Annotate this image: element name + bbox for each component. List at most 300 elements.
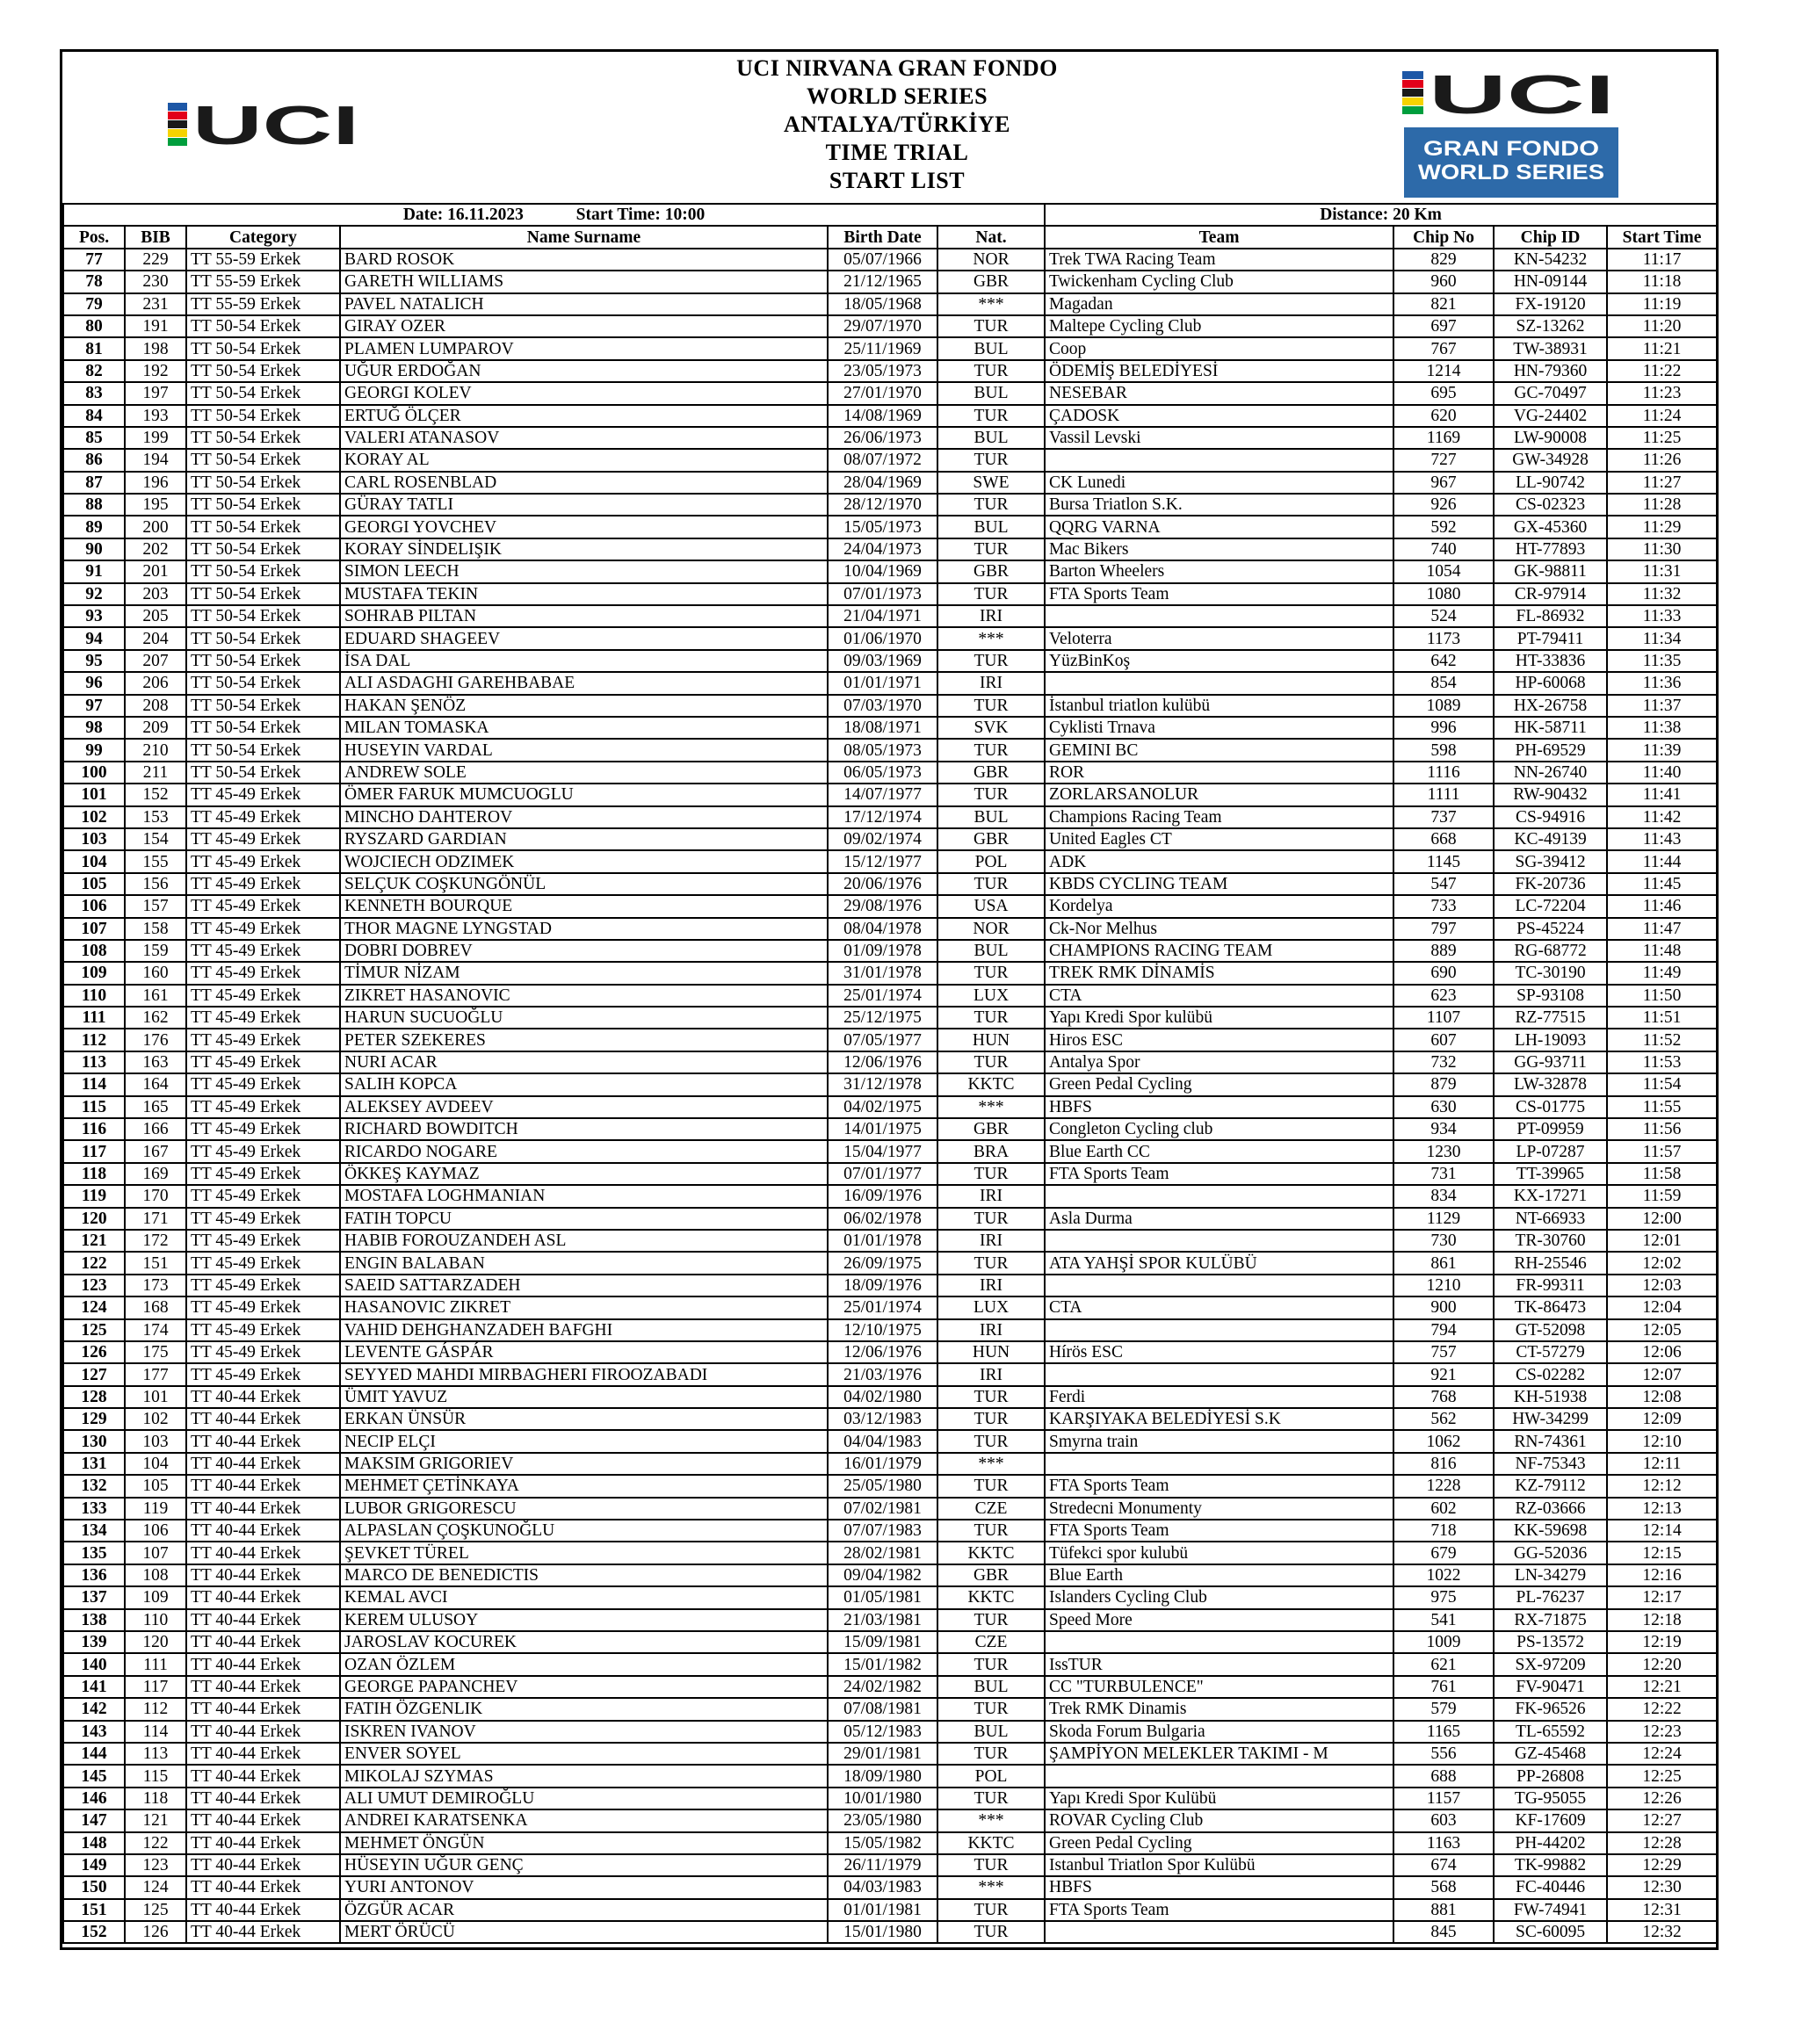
cell-nat: GBR (937, 271, 1045, 293)
cell-name: GEORGI YOVCHEV (340, 516, 828, 538)
cell-pos: 96 (63, 672, 125, 694)
cell-chip-no: 731 (1393, 1163, 1494, 1185)
cell-chip-no: 829 (1393, 249, 1494, 271)
cell-pos: 126 (63, 1341, 125, 1363)
cell-name: ÖZGÜR ACAR (340, 1899, 828, 1921)
cell-start-time: 11:25 (1607, 427, 1717, 449)
cell-birth-date: 26/06/1973 (828, 427, 937, 449)
table-row (63, 1809, 1717, 1831)
cell-birth-date: 01/05/1981 (828, 1586, 937, 1608)
cell-pos: 100 (63, 762, 125, 784)
cell-birth-date: 07/01/1973 (828, 583, 937, 605)
cell-birth-date: 07/08/1981 (828, 1698, 937, 1720)
cell-pos: 130 (63, 1430, 125, 1452)
cell-birth-date: 08/05/1973 (828, 739, 937, 761)
col-header-team: Team (1045, 226, 1393, 248)
cell-nat: LUX (937, 985, 1045, 1007)
cell-name: WOJCIECH ODZIMEK (340, 850, 828, 872)
cell-chip-id: TW-38931 (1494, 337, 1607, 359)
cell-category: TT 45-49 Erkek (186, 850, 340, 872)
cell-start-time: 11:30 (1607, 538, 1717, 560)
cell-chip-no: 996 (1393, 717, 1494, 739)
cell-chip-no: 1129 (1393, 1208, 1494, 1230)
start-list-sheet (60, 49, 1719, 1950)
cell-bib: 111 (125, 1653, 186, 1675)
table-row (63, 1698, 1717, 1720)
table-row (63, 583, 1717, 605)
cell-start-time: 12:26 (1607, 1788, 1717, 1809)
cell-bib: 154 (125, 828, 186, 850)
cell-chip-no: 816 (1393, 1453, 1494, 1475)
cell-chip-no: 592 (1393, 516, 1494, 538)
cell-name: NECIP ELÇI (340, 1430, 828, 1452)
cell-chip-id: FX-19120 (1494, 293, 1607, 315)
cell-bib: 122 (125, 1832, 186, 1854)
cell-category: TT 45-49 Erkek (186, 1163, 340, 1185)
cell-nat: *** (937, 293, 1045, 315)
cell-name: CARL ROSENBLAD (340, 472, 828, 494)
cell-team: CTA (1045, 985, 1393, 1007)
cell-nat: TUR (937, 695, 1045, 717)
cell-nat: TUR (937, 1520, 1045, 1542)
cell-chip-id: PH-69529 (1494, 739, 1607, 761)
cell-birth-date: 21/03/1976 (828, 1363, 937, 1385)
cell-nat: BUL (937, 337, 1045, 359)
cell-bib: 120 (125, 1631, 186, 1653)
cell-start-time: 11:36 (1607, 672, 1717, 694)
cell-nat: BUL (937, 427, 1045, 449)
cell-bib: 192 (125, 360, 186, 382)
cell-birth-date: 15/01/1980 (828, 1921, 937, 1943)
cell-team: NESEBAR (1045, 382, 1393, 404)
cell-bib: 201 (125, 560, 186, 582)
cell-bib: 165 (125, 1096, 186, 1118)
table-row (63, 1363, 1717, 1385)
cell-bib: 191 (125, 315, 186, 337)
cell-name: ERKAN ÜNSÜR (340, 1408, 828, 1430)
cell-start-time: 11:53 (1607, 1051, 1717, 1073)
cell-birth-date: 07/01/1977 (828, 1163, 937, 1185)
cell-pos: 89 (63, 516, 125, 538)
cell-team: Antalya Spor (1045, 1051, 1393, 1073)
table-row (63, 1788, 1717, 1809)
cell-start-time: 11:35 (1607, 650, 1717, 672)
cell-birth-date: 25/01/1974 (828, 985, 937, 1007)
race-distance: Distance: 20 Km (1045, 204, 1717, 226)
cell-team: ŞAMPİYON MELEKLER TAKIMI - M (1045, 1743, 1393, 1765)
cell-birth-date: 21/12/1965 (828, 271, 937, 293)
table-row (63, 717, 1717, 739)
cell-birth-date: 29/08/1976 (828, 895, 937, 917)
cell-bib: 152 (125, 784, 186, 805)
cell-name: ÜMIT YAVUZ (340, 1386, 828, 1408)
cell-birth-date: 23/05/1980 (828, 1809, 937, 1831)
cell-pos: 135 (63, 1542, 125, 1564)
cell-category: TT 50-54 Erkek (186, 605, 340, 627)
cell-category: TT 50-54 Erkek (186, 382, 340, 404)
cell-category: TT 45-49 Erkek (186, 985, 340, 1007)
cell-bib: 209 (125, 717, 186, 739)
cell-chip-no: 607 (1393, 1029, 1494, 1051)
table-row (63, 1721, 1717, 1743)
cell-bib: 173 (125, 1275, 186, 1296)
cell-bib: 112 (125, 1698, 186, 1720)
cell-bib: 172 (125, 1230, 186, 1252)
col-header-category: Category (186, 226, 340, 248)
cell-team: GEMINI BC (1045, 739, 1393, 761)
table-row (63, 1096, 1717, 1118)
cell-team: ROVAR Cycling Club (1045, 1809, 1393, 1831)
cell-pos: 112 (63, 1029, 125, 1051)
title-line-4: TIME TRIAL (825, 140, 969, 165)
cell-bib: 168 (125, 1296, 186, 1318)
cell-pos: 124 (63, 1296, 125, 1318)
cell-nat: KKTC (937, 1073, 1045, 1095)
cell-start-time: 12:07 (1607, 1363, 1717, 1385)
cell-chip-no: 603 (1393, 1809, 1494, 1831)
cell-chip-no: 1080 (1393, 583, 1494, 605)
cell-name: KENNETH BOURQUE (340, 895, 828, 917)
cell-chip-no: 967 (1393, 472, 1494, 494)
cell-category: TT 50-54 Erkek (186, 449, 340, 471)
table-row (63, 1653, 1717, 1675)
table-row (63, 1319, 1717, 1341)
col-header-birth-date: Birth Date (828, 226, 937, 248)
cell-pos: 95 (63, 650, 125, 672)
cell-nat: NOR (937, 918, 1045, 940)
cell-category: TT 50-54 Erkek (186, 762, 340, 784)
cell-bib: 195 (125, 494, 186, 516)
cell-chip-id: CT-57279 (1494, 1341, 1607, 1363)
cell-nat: CZE (937, 1498, 1045, 1520)
cell-nat: TUR (937, 784, 1045, 805)
cell-bib: 107 (125, 1542, 186, 1564)
cell-birth-date: 15/09/1981 (828, 1631, 937, 1653)
cell-name: MEHMET ÇETİNKAYA (340, 1475, 828, 1497)
cell-team: İstanbul triatlon kulübü (1045, 695, 1393, 717)
cell-bib: 199 (125, 427, 186, 449)
cell-start-time: 12:04 (1607, 1296, 1717, 1318)
cell-name: DOBRI DOBREV (340, 940, 828, 962)
cell-pos: 117 (63, 1140, 125, 1162)
cell-category: TT 40-44 Erkek (186, 1788, 340, 1809)
col-header-pos: Pos. (63, 226, 125, 248)
cell-team: Maltepe Cycling Club (1045, 315, 1393, 337)
cell-category: TT 50-54 Erkek (186, 672, 340, 694)
table-row (63, 1854, 1717, 1876)
table-row (63, 1899, 1717, 1921)
cell-team: QQRG VARNA (1045, 516, 1393, 538)
cell-chip-id: GC-70497 (1494, 382, 1607, 404)
table-row (63, 1140, 1717, 1162)
cell-team (1045, 1230, 1393, 1252)
cell-chip-no: 602 (1393, 1498, 1494, 1520)
cell-team: Green Pedal Cycling (1045, 1073, 1393, 1095)
cell-category: TT 40-44 Erkek (186, 1408, 340, 1430)
cell-bib: 124 (125, 1876, 186, 1898)
cell-start-time: 11:31 (1607, 560, 1717, 582)
document-header (62, 52, 1716, 205)
cell-category: TT 45-49 Erkek (186, 1208, 340, 1230)
cell-nat: BRA (937, 1140, 1045, 1162)
cell-start-time: 11:21 (1607, 337, 1717, 359)
cell-name: PETER SZEKERES (340, 1029, 828, 1051)
table-row (63, 1185, 1717, 1207)
cell-pos: 121 (63, 1230, 125, 1252)
cell-chip-no: 547 (1393, 873, 1494, 895)
col-header-bib: BIB (125, 226, 186, 248)
cell-category: TT 40-44 Erkek (186, 1542, 340, 1564)
cell-start-time: 12:21 (1607, 1676, 1717, 1698)
cell-birth-date: 25/11/1969 (828, 337, 937, 359)
cell-chip-id: FW-74941 (1494, 1899, 1607, 1921)
cell-team (1045, 1185, 1393, 1207)
cell-start-time: 11:50 (1607, 985, 1717, 1007)
cell-name: ZIKRET HASANOVIC (340, 985, 828, 1007)
table-row (63, 762, 1717, 784)
cell-pos: 91 (63, 560, 125, 582)
cell-birth-date: 18/08/1971 (828, 717, 937, 739)
cell-chip-no: 733 (1393, 895, 1494, 917)
cell-bib: 157 (125, 895, 186, 917)
cell-start-time: 11:37 (1607, 695, 1717, 717)
cell-team: Ferdi (1045, 1386, 1393, 1408)
cell-birth-date: 25/01/1974 (828, 1296, 937, 1318)
cell-pos: 77 (63, 249, 125, 271)
cell-chip-id: RG-68772 (1494, 940, 1607, 962)
cell-chip-no: 630 (1393, 1096, 1494, 1118)
cell-nat: TUR (937, 405, 1045, 427)
cell-chip-no: 960 (1393, 271, 1494, 293)
title-line-2: WORLD SERIES (806, 83, 988, 109)
cell-bib: 126 (125, 1921, 186, 1943)
cell-nat: TUR (937, 962, 1045, 984)
table-row (63, 1498, 1717, 1520)
table-row (63, 895, 1717, 917)
cell-bib: 159 (125, 940, 186, 962)
cell-chip-id: TG-95055 (1494, 1788, 1607, 1809)
cell-category: TT 40-44 Erkek (186, 1899, 340, 1921)
cell-start-time: 11:44 (1607, 850, 1717, 872)
cell-pos: 106 (63, 895, 125, 917)
cell-team: Ck-Nor Melhus (1045, 918, 1393, 940)
cell-chip-id: TK-99882 (1494, 1854, 1607, 1876)
cell-start-time: 11:58 (1607, 1163, 1717, 1185)
cell-start-time: 11:41 (1607, 784, 1717, 805)
cell-start-time: 11:27 (1607, 472, 1717, 494)
cell-name: KORAY AL (340, 449, 828, 471)
cell-nat: POL (937, 1765, 1045, 1787)
cell-nat: TUR (937, 1788, 1045, 1809)
cell-category: TT 45-49 Erkek (186, 1296, 340, 1318)
cell-start-time: 11:49 (1607, 962, 1717, 984)
start-list-body (63, 249, 1717, 1944)
cell-pos: 84 (63, 405, 125, 427)
cell-nat: BUL (937, 806, 1045, 828)
cell-pos: 103 (63, 828, 125, 850)
cell-name: PLAMEN LUMPAROV (340, 337, 828, 359)
cell-start-time: 12:13 (1607, 1498, 1717, 1520)
cell-name: HÜSEYIN UĞUR GENÇ (340, 1854, 828, 1876)
cell-birth-date: 09/04/1982 (828, 1564, 937, 1586)
cell-chip-no: 623 (1393, 985, 1494, 1007)
cell-nat: TUR (937, 1899, 1045, 1921)
cell-team: CC "TURBULENCE" (1045, 1676, 1393, 1698)
cell-birth-date: 04/02/1975 (828, 1096, 937, 1118)
cell-team: Kordelya (1045, 895, 1393, 917)
cell-chip-id: FK-20736 (1494, 873, 1607, 895)
cell-category: TT 40-44 Erkek (186, 1854, 340, 1876)
cell-nat: IRI (937, 605, 1045, 627)
cell-start-time: 12:03 (1607, 1275, 1717, 1296)
cell-chip-no: 757 (1393, 1341, 1494, 1363)
cell-team: HBFS (1045, 1096, 1393, 1118)
cell-birth-date: 04/04/1983 (828, 1430, 937, 1452)
cell-start-time: 11:54 (1607, 1073, 1717, 1095)
cell-start-time: 12:30 (1607, 1876, 1717, 1898)
cell-bib: 106 (125, 1520, 186, 1542)
cell-team: Magadan (1045, 293, 1393, 315)
race-info-row (63, 204, 1717, 226)
cell-start-time: 12:19 (1607, 1631, 1717, 1653)
cell-birth-date: 01/01/1978 (828, 1230, 937, 1252)
cell-start-time: 11:28 (1607, 494, 1717, 516)
cell-nat: KKTC (937, 1832, 1045, 1854)
cell-bib: 156 (125, 873, 186, 895)
cell-chip-no: 1107 (1393, 1007, 1494, 1029)
gran-fondo-world-series-logo (1402, 68, 1620, 201)
cell-birth-date: 10/04/1969 (828, 560, 937, 582)
cell-start-time: 12:22 (1607, 1698, 1717, 1720)
cell-category: TT 40-44 Erkek (186, 1921, 340, 1943)
cell-chip-no: 562 (1393, 1408, 1494, 1430)
cell-pos: 129 (63, 1408, 125, 1430)
cell-pos: 144 (63, 1743, 125, 1765)
cell-chip-id: KH-51938 (1494, 1386, 1607, 1408)
cell-team (1045, 1765, 1393, 1787)
cell-nat: BUL (937, 1721, 1045, 1743)
date-start-time-cell (63, 204, 1045, 226)
cell-birth-date: 01/01/1971 (828, 672, 937, 694)
cell-birth-date: 29/07/1970 (828, 315, 937, 337)
cell-chip-id: RZ-77515 (1494, 1007, 1607, 1029)
cell-nat: TUR (937, 1408, 1045, 1430)
cell-birth-date: 14/08/1969 (828, 405, 937, 427)
cell-category: TT 50-54 Erkek (186, 405, 340, 427)
cell-pos: 79 (63, 293, 125, 315)
cell-bib: 108 (125, 1564, 186, 1586)
cell-nat: IRI (937, 1275, 1045, 1296)
cell-nat: NOR (937, 249, 1045, 271)
cell-chip-no: 740 (1393, 538, 1494, 560)
cell-birth-date: 07/05/1977 (828, 1029, 937, 1051)
cell-chip-id: GK-98811 (1494, 560, 1607, 582)
cell-bib: 121 (125, 1809, 186, 1831)
cell-chip-no: 1062 (1393, 1430, 1494, 1452)
cell-nat: TUR (937, 360, 1045, 382)
cell-start-time: 11:26 (1607, 449, 1717, 471)
cell-team: Smyrna train (1045, 1430, 1393, 1452)
cell-pos: 123 (63, 1275, 125, 1296)
cell-name: SELÇUK COŞKUNGÖNÜL (340, 873, 828, 895)
cell-category: TT 40-44 Erkek (186, 1876, 340, 1898)
cell-chip-no: 695 (1393, 382, 1494, 404)
cell-start-time: 11:48 (1607, 940, 1717, 962)
cell-team (1045, 1453, 1393, 1475)
cell-birth-date: 27/01/1970 (828, 382, 937, 404)
cell-category: TT 45-49 Erkek (186, 806, 340, 828)
cell-nat: TUR (937, 1007, 1045, 1029)
cell-start-time: 11:59 (1607, 1185, 1717, 1207)
cell-team: United Eagles CT (1045, 828, 1393, 850)
cell-nat: KKTC (937, 1586, 1045, 1608)
cell-pos: 118 (63, 1163, 125, 1185)
cell-chip-id: HT-33836 (1494, 650, 1607, 672)
cell-chip-id: TL-65592 (1494, 1721, 1607, 1743)
cell-nat: BUL (937, 940, 1045, 962)
cell-pos: 104 (63, 850, 125, 872)
cell-chip-id: NF-75343 (1494, 1453, 1607, 1475)
cell-birth-date: 21/04/1971 (828, 605, 937, 627)
cell-chip-id: LL-90742 (1494, 472, 1607, 494)
cell-chip-no: 679 (1393, 1542, 1494, 1564)
cell-category: TT 40-44 Erkek (186, 1832, 340, 1854)
cell-name: VAHID DEHGHANZADEH BAFGHI (340, 1319, 828, 1341)
cell-pos: 150 (63, 1876, 125, 1898)
cell-team: ROR (1045, 762, 1393, 784)
cell-chip-no: 718 (1393, 1520, 1494, 1542)
cell-start-time: 12:17 (1607, 1586, 1717, 1608)
cell-category: TT 40-44 Erkek (186, 1809, 340, 1831)
cell-team: Vassil Levski (1045, 427, 1393, 449)
table-row (63, 873, 1717, 895)
cell-nat: HUN (937, 1029, 1045, 1051)
cell-chip-no: 767 (1393, 337, 1494, 359)
cell-name: FATIH ÖZGENLIK (340, 1698, 828, 1720)
cell-birth-date: 04/03/1983 (828, 1876, 937, 1898)
cell-nat: USA (937, 895, 1045, 917)
cell-team: ATA YAHŞİ SPOR KULÜBÜ (1045, 1252, 1393, 1274)
cell-category: TT 50-54 Erkek (186, 717, 340, 739)
cell-name: ÖMER FARUK MUMCUOGLU (340, 784, 828, 805)
cell-chip-no: 1214 (1393, 360, 1494, 382)
cell-category: TT 40-44 Erkek (186, 1653, 340, 1675)
cell-chip-id: TR-30760 (1494, 1230, 1607, 1252)
cell-category: TT 50-54 Erkek (186, 538, 340, 560)
cell-name: RYSZARD GARDIAN (340, 828, 828, 850)
cell-chip-no: 579 (1393, 1698, 1494, 1720)
cell-chip-id: CR-97914 (1494, 583, 1607, 605)
cell-pos: 116 (63, 1118, 125, 1140)
cell-category: TT 50-54 Erkek (186, 494, 340, 516)
cell-nat: TUR (937, 1921, 1045, 1943)
cell-bib: 176 (125, 1029, 186, 1051)
cell-nat: SVK (937, 717, 1045, 739)
cell-start-time: 12:18 (1607, 1609, 1717, 1631)
cell-start-time: 11:20 (1607, 315, 1717, 337)
cell-chip-id: HN-09144 (1494, 271, 1607, 293)
cell-bib: 115 (125, 1765, 186, 1787)
cell-category: TT 40-44 Erkek (186, 1609, 340, 1631)
cell-nat: GBR (937, 762, 1045, 784)
cell-start-time: 11:19 (1607, 293, 1717, 315)
cell-nat: GBR (937, 1564, 1045, 1586)
cell-chip-id: TT-39965 (1494, 1163, 1607, 1185)
cell-bib: 194 (125, 449, 186, 471)
cell-chip-id: SG-39412 (1494, 850, 1607, 872)
cell-start-time: 11:22 (1607, 360, 1717, 382)
cell-chip-no: 1230 (1393, 1140, 1494, 1162)
